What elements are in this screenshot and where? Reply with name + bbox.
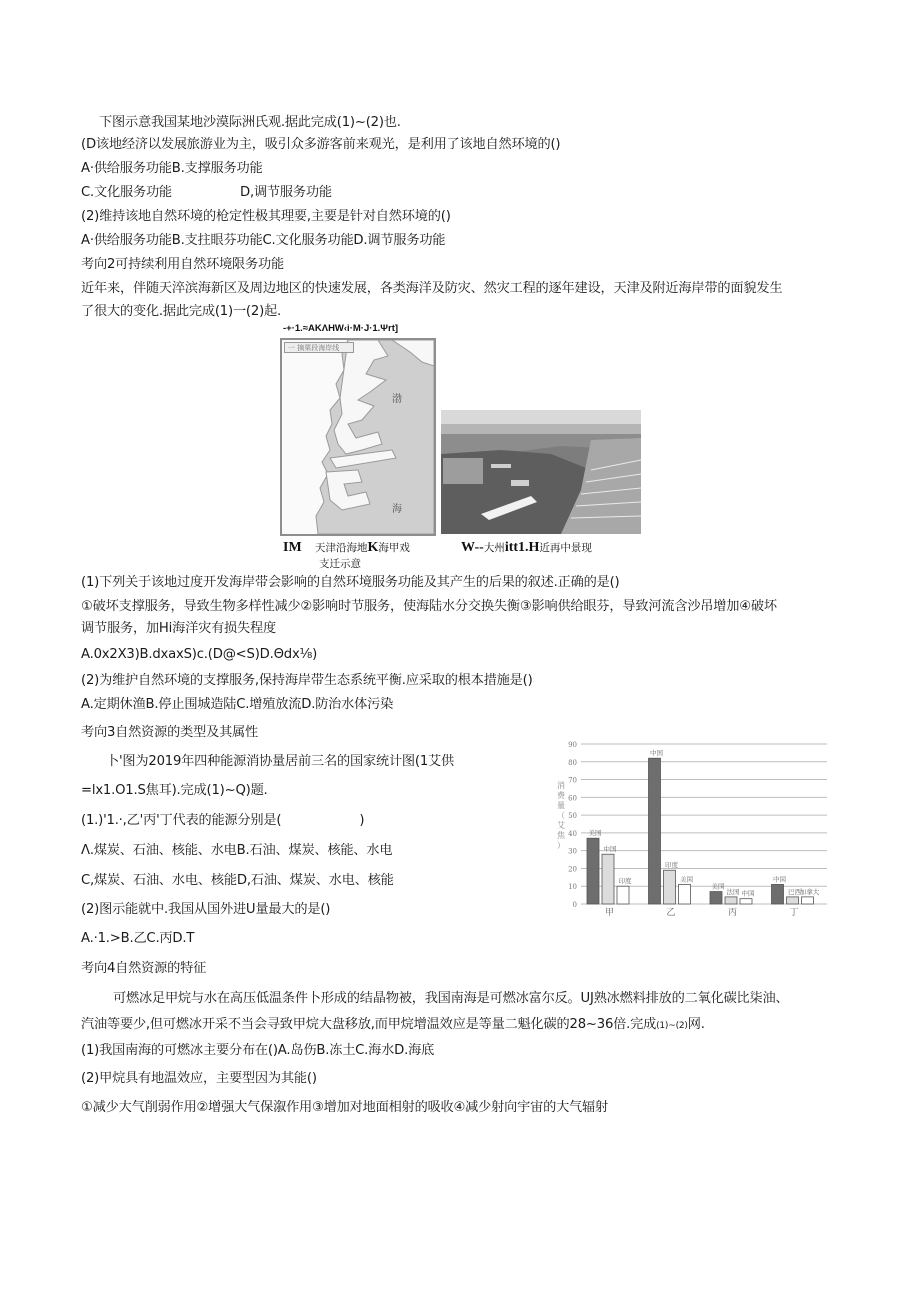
y-tick-label: 30 xyxy=(568,847,577,856)
bar-country-label: 中国 xyxy=(773,875,786,884)
section4-intro-line2-end: 网. xyxy=(687,1017,705,1032)
map-legend: 一 摘栗段海岸线 xyxy=(284,342,354,353)
bar-乙-中国 xyxy=(649,758,661,904)
y-tick-label: 90 xyxy=(568,741,577,749)
section2-intro-line1: 近年来，伴随天淬滨海新区及周边地区的快速发展，各类海洋及防灾、然灾工程的逐年建设，天津及附近海岸带的面貌发生 xyxy=(81,281,783,296)
photo-caption-text2: 近再中景现 xyxy=(539,542,592,554)
map-label-bohai-1: 渤 xyxy=(392,394,402,405)
bar-country-label: 巴西 xyxy=(788,887,801,896)
section3-q2-stem: (2)图示能就中.我国从国外进U量最大的是() xyxy=(81,902,331,917)
section4-q1-stem: (1)我国南海的可燃冰主要分布在()A.岛伤B.冻土C.海水D.海底 xyxy=(81,1043,435,1058)
bar-country-label: 中国 xyxy=(603,845,617,854)
section4-intro-line1: 可燃冰足甲烷与水在高压低温条件卜形成的结晶物被，我国南海是可燃冰富尔反。UJ熟冰燃料排放的二氧化碳比柒油、 xyxy=(113,991,789,1006)
map-label-bohai-2: 海 xyxy=(392,504,402,515)
bar-country-label: 中国 xyxy=(650,749,663,758)
section3-heading: 考向3自然资源的类型及其属性 xyxy=(81,725,259,740)
bar-country-label: 中国 xyxy=(741,889,755,898)
bar-country-label: 印度 xyxy=(665,861,678,870)
section3-q1-stem xyxy=(81,812,364,830)
bar-丙-法国 xyxy=(725,897,737,904)
bar-丙-美国 xyxy=(710,892,722,904)
section1-intro: 下图示意我国某地沙漠际洲氏观.据此完成(1)~(2)也. xyxy=(99,115,401,130)
x-category-label: 甲 xyxy=(604,908,615,918)
bar-chart-graphic xyxy=(555,738,830,918)
photo-caption-bold2: itt1.H xyxy=(504,540,540,555)
coastline-map-graphic xyxy=(282,340,434,534)
section2-q2-options: A.定期休渔B.停止围城造陆C.增殖放流D.防治水体污染 xyxy=(81,697,394,712)
map-caption-text2: 海甲戏 xyxy=(378,542,410,554)
map-caption-bold2: K xyxy=(367,540,379,555)
y-tick-label: 40 xyxy=(568,829,577,838)
y-tick-label: 10 xyxy=(568,883,577,892)
y-tick-label: 60 xyxy=(568,794,577,803)
y-tick-label: 70 xyxy=(568,776,577,785)
section3-q1-stem-text: (1.)'1.·,乙'丙'丁代表的能源分别是( xyxy=(81,813,282,828)
map-caption-figno: IM xyxy=(283,540,302,555)
section2-q1-options: A.0x2X3)B.dxaxS)c.(D@<S)D.Θdx⅛) xyxy=(81,647,318,662)
section3-q1-stem-close: ) xyxy=(359,813,365,828)
section3-q1-options-line1: Λ.煤炭、石油、核能、水电B.石油、煤炭、核能、水电 xyxy=(81,843,393,858)
x-category-label: 丙 xyxy=(727,908,738,918)
section3-q2-options: A.·1.>B.乙C.丙D.T xyxy=(81,931,195,946)
section2-q2-stem: (2)为维护自然环境的支撑服务,保持海岸带生态系统平衡.应采取的根本措施是() xyxy=(81,673,533,688)
section4-intro-line2-main: 汽油等要少,但可燃冰开采不当会寻致甲烷大盘移放,而甲烷增温效应是等量二魁化碳的28~36倍.完成 xyxy=(81,1017,657,1032)
port-aerial-photo xyxy=(441,410,641,534)
bar-country-label: 加拿大 xyxy=(799,887,820,896)
y-axis-label-char: 消 xyxy=(557,781,565,790)
section1-q1-option-d: D,调节服务功能 xyxy=(240,185,332,200)
section4-q2-items: ①减少大气削弱作用②增强大气保溆作用③增加对地面相射的吸收④减少射向宇宙的大气辐射 xyxy=(81,1100,609,1115)
bar-丙-中国 xyxy=(740,899,752,904)
section2-q1-items-line1: ①破坏支撑服务，导致生物多样性减少②影响时节服务，使海陆水分交换失衡③影响供给眼芬，导致河流含沙吊增加④破坏 xyxy=(81,599,777,614)
bar-country-label: 法国 xyxy=(726,887,740,896)
section1-q2-stem: (2)维持该地自然环境的枪定性极其理要,主要是针对自然环境的() xyxy=(81,209,451,224)
section1-q1-stem: (D该地经济以发展旅游业为主，吸引众多游客前来观光，是利用了该地自然环境的() xyxy=(81,137,561,152)
bar-country-label: 美国 xyxy=(588,829,602,838)
bar-乙-印度 xyxy=(664,870,676,904)
photo-caption-figno: W-- xyxy=(461,540,484,555)
y-tick-label: 20 xyxy=(568,865,577,874)
section3-intro-line1: 卜'图为2019年四种能源消协量居前三名的国家统计图(1艾供 xyxy=(106,754,455,769)
bar-country-label: 美国 xyxy=(711,882,725,891)
x-category-label: 乙 xyxy=(666,908,676,918)
map-title: -+·1.≈AKΛHW‹i·M·J·1.Ψrt] xyxy=(283,323,399,334)
map-caption-text: 天津沿海地 xyxy=(315,542,368,554)
y-axis-label-char: （ xyxy=(557,811,565,820)
section1-q2-options: A·供给服务功能B.支拄眼芬功能C.文化服务功能D.调节服务功能 xyxy=(81,233,446,248)
section4-q2-stem: (2)甲烷具有地温效应，主要型因为其能() xyxy=(81,1071,317,1086)
photo-caption-text: 大州 xyxy=(483,542,505,554)
section3-q1-options-line2: C,煤炭、石油、水电、核能D,石油、煤炭、水电、核能 xyxy=(81,873,394,888)
y-tick-label: 0 xyxy=(572,901,577,909)
bar-甲-印度 xyxy=(617,886,629,904)
port-photo-graphic xyxy=(441,410,641,534)
section2-intro-line2: 了很大的变化.据此完成(1)一(2)起. xyxy=(81,304,281,319)
section2-q1-stem: (1)下列关于该地过度开发海岸带会影响的自然环境服务功能及其产生的后果的叙述.正确的是() xyxy=(81,575,620,590)
section1-q1-options-ab: A·供给服务功能B.支撑服务功能 xyxy=(81,161,263,176)
section4-intro-line2 xyxy=(81,1016,705,1035)
coastline-map xyxy=(280,338,436,536)
y-tick-label: 50 xyxy=(568,812,577,821)
bar-丁-中国 xyxy=(772,884,784,904)
map-caption-line2: 支迁示意 xyxy=(319,558,361,570)
energy-consumption-chart xyxy=(555,738,830,918)
section2-q1-items-line2: 调节服务，加Hi海洋灾有损失程度 xyxy=(81,621,277,636)
bar-甲-美国 xyxy=(587,838,599,904)
bar-丁-巴西 xyxy=(787,897,799,904)
bar-country-label: 美国 xyxy=(680,875,693,884)
bar-甲-中国 xyxy=(602,854,614,904)
y-axis-label-char: ） xyxy=(557,841,565,850)
section4-intro-line2-small: (1)~(2) xyxy=(656,1021,688,1031)
map-caption xyxy=(283,540,410,556)
photo-caption xyxy=(461,540,592,556)
y-axis-label-char: 艾 xyxy=(557,821,565,830)
y-tick-label: 80 xyxy=(568,758,577,767)
x-category-label: 丁 xyxy=(789,908,799,918)
bar-丁-加拿大 xyxy=(802,897,814,904)
y-axis-label-char: 量 xyxy=(557,801,565,810)
bar-乙-美国 xyxy=(679,884,691,904)
section2-heading: 考向2可持续利用自然环境限务功能 xyxy=(81,257,285,272)
section4-heading: 考向4自然资源的特征 xyxy=(81,961,207,976)
y-axis-label-char: 费 xyxy=(557,791,565,800)
section3-intro-line2: =lx1.O1.S焦耳).完成(1)~Q)题. xyxy=(81,783,268,798)
bar-country-label: 印度 xyxy=(618,877,632,886)
section1-q1-option-c: C.文化服务功能 xyxy=(81,185,172,200)
y-axis-label-char: 焦 xyxy=(557,831,565,840)
